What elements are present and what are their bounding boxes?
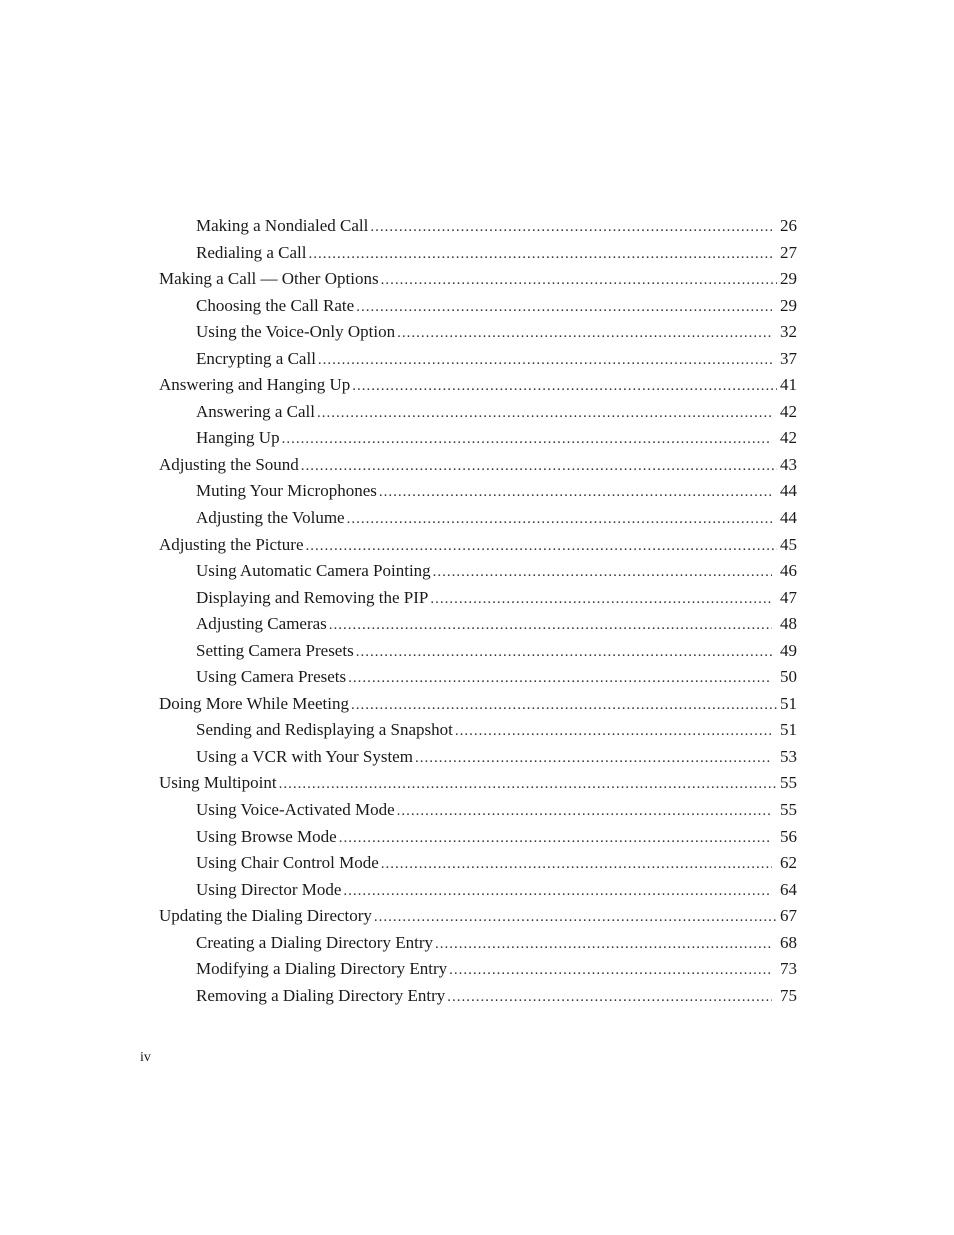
toc-entry-title: Encrypting a Call — [196, 348, 316, 368]
toc-entry-title: Setting Camera Presets — [196, 640, 354, 660]
toc-entry-title: Sending and Redisplaying a Snapshot — [196, 720, 453, 740]
toc-entry-page: 45 — [780, 534, 797, 554]
toc-entry-page: 68 — [780, 932, 797, 952]
toc-entry-title: Using Chair Control Mode — [196, 853, 379, 873]
toc-entry[interactable] — [159, 535, 797, 562]
dot-leader — [433, 564, 772, 581]
dot-leader — [308, 246, 772, 263]
toc-entry[interactable] — [159, 216, 797, 243]
toc-entry-page: 44 — [780, 481, 797, 501]
toc-entry[interactable] — [159, 986, 797, 1013]
toc-entry[interactable] — [159, 827, 797, 854]
dot-leader — [449, 962, 772, 979]
dot-leader — [381, 272, 777, 289]
dot-leader — [348, 670, 772, 687]
toc-entry[interactable] — [159, 933, 797, 960]
toc-entry-page: 42 — [780, 428, 797, 448]
toc-entry-page: 62 — [780, 853, 797, 873]
toc-entry-page: 73 — [780, 959, 797, 979]
toc-entry-page: 47 — [780, 587, 797, 607]
toc-entry-page: 26 — [780, 216, 797, 235]
toc-entry[interactable] — [159, 667, 797, 694]
toc-entry-title: Creating a Dialing Directory Entry — [196, 932, 433, 952]
dot-leader — [356, 644, 772, 661]
toc-entry-title: Doing More While Meeting — [159, 693, 349, 713]
dot-leader — [430, 591, 772, 608]
toc-entry-page: 53 — [780, 746, 797, 766]
toc-entry-title: Choosing the Call Rate — [196, 295, 355, 315]
toc-entry-page: 41 — [780, 375, 797, 395]
dot-leader — [370, 219, 772, 236]
toc-entry-page: 42 — [780, 401, 797, 421]
dot-leader — [347, 511, 772, 528]
toc-entry[interactable] — [159, 800, 797, 827]
toc-entry-title: Muting Your Microphones — [196, 481, 377, 501]
toc-entry[interactable] — [159, 243, 797, 270]
toc-entry[interactable] — [159, 694, 797, 721]
toc-entry[interactable] — [159, 269, 797, 296]
toc-entry-title: Answering a Call — [196, 401, 315, 421]
toc-entry-title: Using the Voice-Only Option — [196, 322, 396, 342]
toc-entry[interactable] — [159, 481, 797, 508]
dot-leader — [279, 776, 777, 793]
toc-entry-title: Adjusting the Picture — [159, 534, 304, 554]
toc-entry-title: Hanging Up — [196, 428, 280, 448]
toc-entry-page: 51 — [780, 720, 797, 740]
toc-entry-page: 50 — [780, 667, 797, 687]
toc-entry-page: 43 — [780, 454, 797, 474]
toc-entry[interactable] — [159, 349, 797, 376]
toc-entry-title: Displaying and Removing the PIP — [196, 587, 429, 607]
toc-entry-page: 51 — [780, 693, 797, 713]
dot-leader — [435, 936, 772, 953]
toc-entry-page: 48 — [780, 614, 797, 634]
dot-leader — [447, 989, 772, 1006]
toc-entry[interactable] — [159, 428, 797, 455]
toc-entry-page: 37 — [780, 348, 797, 368]
dot-leader — [374, 909, 777, 926]
dot-leader — [305, 538, 777, 555]
toc-entry-title: Using Director Mode — [196, 879, 342, 899]
toc-entry-page: 67 — [780, 906, 797, 926]
toc-entry[interactable] — [159, 641, 797, 668]
page-number: iv — [140, 1050, 151, 1065]
toc-entry[interactable] — [159, 880, 797, 907]
toc-entry[interactable] — [159, 375, 797, 402]
toc-entry-title: Answering and Hanging Up — [159, 375, 351, 395]
toc-entry[interactable] — [159, 773, 797, 800]
toc-entry[interactable] — [159, 906, 797, 933]
toc-entry-page: 55 — [780, 773, 797, 793]
toc-entry[interactable] — [159, 508, 797, 535]
toc-entry[interactable] — [159, 402, 797, 429]
toc-entry[interactable] — [159, 561, 797, 588]
toc-entry-page: 75 — [780, 985, 797, 1005]
table-of-contents — [159, 216, 797, 1012]
dot-leader — [381, 856, 772, 873]
dot-leader — [351, 697, 777, 714]
dot-leader — [397, 803, 772, 820]
dot-leader — [317, 405, 772, 422]
toc-entry-title: Adjusting the Sound — [159, 454, 299, 474]
toc-entry-title: Using Automatic Camera Pointing — [196, 561, 431, 581]
toc-entry-page: 55 — [780, 800, 797, 820]
toc-entry[interactable] — [159, 720, 797, 747]
toc-entry-page: 64 — [780, 879, 797, 899]
toc-entry-page: 49 — [780, 640, 797, 660]
toc-entry[interactable] — [159, 747, 797, 774]
toc-entry[interactable] — [159, 296, 797, 323]
dot-leader — [282, 431, 772, 448]
dot-leader — [356, 299, 772, 316]
toc-entry-title: Making a Nondialed Call — [196, 216, 369, 235]
toc-entry-title: Updating the Dialing Directory — [159, 906, 372, 926]
toc-entry-page: 29 — [780, 269, 797, 289]
dot-leader — [397, 325, 772, 342]
dot-leader — [329, 617, 772, 634]
toc-entry[interactable] — [159, 322, 797, 349]
toc-entry-title: Adjusting the Volume — [196, 508, 345, 528]
dot-leader — [301, 458, 777, 475]
toc-entry-title: Modifying a Dialing Directory Entry — [196, 959, 448, 979]
dot-leader — [352, 378, 777, 395]
toc-entry-page: 27 — [780, 242, 797, 262]
dot-leader — [343, 883, 772, 900]
toc-entry-page: 44 — [780, 508, 797, 528]
toc-entry-page: 46 — [780, 561, 797, 581]
dot-leader — [415, 750, 772, 767]
toc-entry-title: Using Voice-Activated Mode — [196, 800, 395, 820]
toc-entry-title: Using a VCR with Your System — [196, 746, 413, 766]
toc-entry-title: Adjusting Cameras — [196, 614, 327, 634]
dot-leader — [379, 484, 772, 501]
dot-leader — [318, 352, 772, 369]
toc-entry[interactable] — [159, 959, 797, 986]
toc-entry[interactable] — [159, 614, 797, 641]
toc-entry-title: Using Multipoint — [159, 773, 277, 793]
toc-entry[interactable] — [159, 455, 797, 482]
toc-entry-page: 29 — [780, 295, 797, 315]
dot-leader — [339, 830, 772, 847]
toc-entry-page: 56 — [780, 826, 797, 846]
toc-entry-title: Using Camera Presets — [196, 667, 347, 687]
toc-entry-title: Making a Call — Other Options — [159, 269, 379, 289]
toc-entry[interactable] — [159, 588, 797, 615]
toc-entry-title: Removing a Dialing Directory Entry — [196, 985, 446, 1005]
toc-entry[interactable] — [159, 853, 797, 880]
toc-entry-title: Redialing a Call — [196, 242, 307, 262]
toc-entry-page: 32 — [780, 322, 797, 342]
toc-entry-title: Using Browse Mode — [196, 826, 337, 846]
dot-leader — [455, 723, 772, 740]
